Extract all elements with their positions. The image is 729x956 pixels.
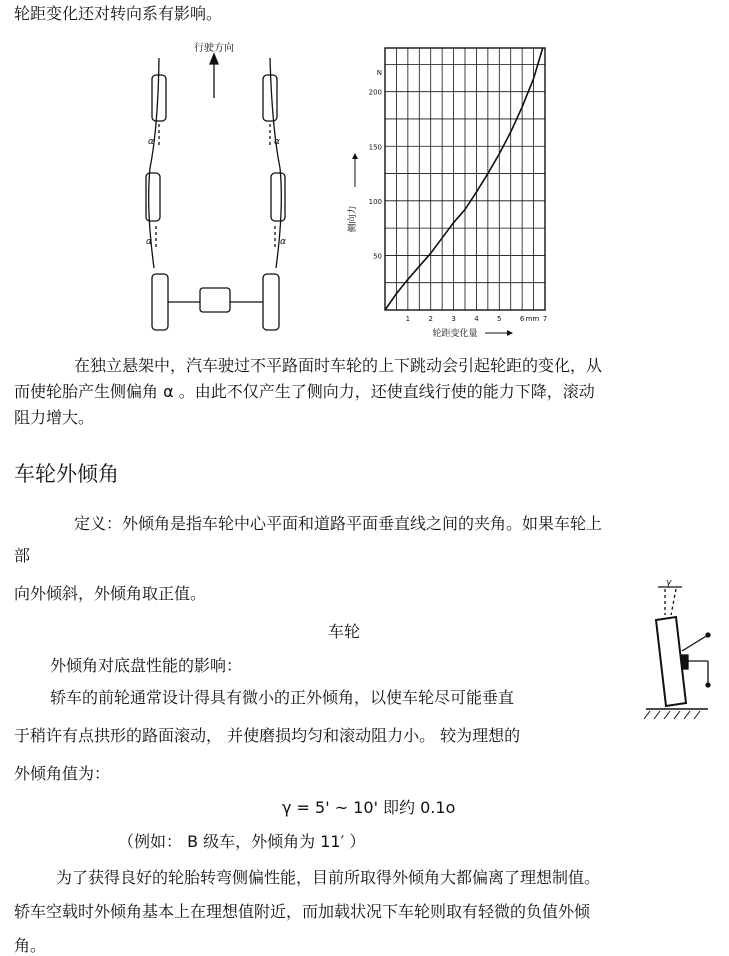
x-tick-label: 7 (542, 315, 548, 323)
y-tick-label: 150 (368, 143, 382, 152)
x-tick-label: 1 (405, 315, 411, 323)
lateral-force-chart (335, 40, 565, 340)
definition-line3: 向外倾斜，外倾角取正值。 (14, 584, 207, 603)
section-title: 车轮外倾角 (14, 462, 119, 486)
track-change-diagram (110, 38, 310, 338)
y-tick-label: 50 (373, 252, 382, 261)
para1-line1: 在独立悬架中，汽车驶过不平路面时车轮的上下跳动会引起轮距的变化，从 (74, 356, 603, 375)
alpha-label-top-right: α (274, 137, 280, 147)
x-unit-label: mm (525, 315, 540, 323)
influence-line1: 轿车的前轮通常设计得具有微小的正外倾角，以使车轮尽可能垂直 (50, 688, 515, 707)
x-tick-label: 5 (497, 315, 502, 323)
x-axis-title: 轮距变化量 (432, 329, 478, 339)
x-tick-label: 4 (474, 315, 479, 323)
y-unit-label: N (376, 69, 382, 78)
y-tick-label: 200 (368, 88, 382, 97)
y-tick-label: 100 (368, 197, 382, 206)
intro-text: 轮距变化还对转向系有影响。 (14, 4, 223, 23)
y-axis-arrowhead (352, 153, 358, 159)
closing-line1: 为了获得良好的轮胎转弯侧偏性能，目前所取得外倾角大都偏离了理想制值。 (56, 868, 601, 887)
para1-line2: 而使轮胎产生侧偏角 α 。由此不仅产生了侧向力，还使直线行使的能力下降，滚动 (14, 382, 595, 401)
alpha-label-top-left: α (148, 137, 154, 147)
closing-line3: 角。 (14, 936, 47, 955)
direction-label: 行驶方向 (194, 43, 234, 54)
gamma-label: γ (666, 578, 672, 588)
alpha-label-mid-left: α (146, 237, 152, 247)
para1-line3: 阻力增大。 (14, 408, 95, 427)
series-line-0 (385, 48, 543, 310)
example-text: （例如： B 级车，外倾角为 11′ ） (118, 832, 366, 851)
x-tick-label: 3 (451, 315, 456, 323)
camber-wheel-diagram (638, 575, 728, 725)
x-axis-arrowhead (507, 330, 513, 336)
x-tick-label: 6 (519, 315, 525, 323)
influence-line3: 外倾角值为： (14, 764, 111, 783)
camber-formula: γ = 5' ~ 10' 即约 0.1o (282, 798, 456, 817)
closing-line2: 轿车空载时外倾角基本上在理想值附近，而加载状况下车轮则取有轻微的负值外倾 (14, 902, 591, 921)
y-axis-title: 侧向力 (348, 205, 358, 233)
x-tick-label: 2 (428, 315, 433, 323)
definition-line1: 定义：外倾角是指车轮中心平面和道路平面垂直线之间的夹角。如果车轮上 (74, 514, 603, 533)
influence-line2: 于稍许有点拱形的路面滚动， 并使磨损均匀和滚动阻力小。 较为理想的 (14, 726, 521, 745)
wheel-caption: 车轮 (328, 622, 361, 641)
alpha-label-mid-right: α (280, 237, 286, 247)
influence-heading: 外倾角对底盘性能的影响： (50, 656, 243, 675)
definition-line2: 部 (14, 546, 31, 565)
